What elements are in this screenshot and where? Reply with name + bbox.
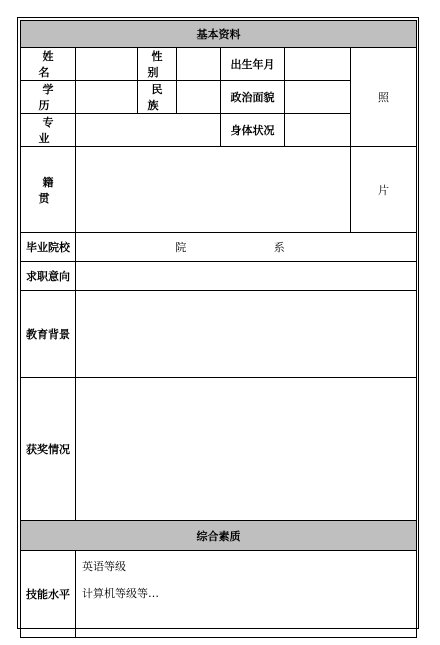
skills-item-computer: 计算机等级等…: [82, 587, 159, 600]
field-job-intent[interactable]: [76, 262, 417, 291]
field-health[interactable]: [285, 114, 351, 147]
field-ethnicity[interactable]: [177, 81, 221, 114]
label-native-place: 籍 贯: [21, 147, 76, 233]
label-major: 专 业: [21, 114, 76, 147]
photo-label-1: 照: [378, 91, 390, 104]
school-college-label: 院: [175, 241, 187, 254]
label-school: 毕业院校: [21, 233, 76, 262]
label-name: 姓 名: [21, 48, 76, 81]
field-political[interactable]: [285, 81, 351, 114]
resume-table: [20, 20, 417, 638]
field-birth[interactable]: [285, 48, 351, 81]
label-skills: 技能水平: [21, 551, 76, 638]
photo-cell-top[interactable]: [351, 48, 417, 147]
label-birth: 出生年月: [221, 48, 285, 81]
label-awards: 获奖情况: [21, 378, 76, 521]
label-ethnicity: 民 族: [138, 81, 177, 114]
field-gender[interactable]: [177, 48, 221, 81]
label-gender: 性 别: [138, 48, 177, 81]
label-political: 政治面貌: [221, 81, 285, 114]
field-edu-background[interactable]: [76, 291, 417, 378]
field-awards[interactable]: [76, 378, 417, 521]
school-department-label: 系: [273, 241, 285, 254]
field-education[interactable]: [76, 81, 138, 114]
skills-item-english: 英语等级: [82, 560, 126, 573]
label-edu-background: 教育背景: [21, 291, 76, 378]
field-school[interactable]: [76, 233, 417, 262]
label-health: 身体状况: [221, 114, 285, 147]
label-job-intent: 求职意向: [21, 262, 76, 291]
field-name[interactable]: [76, 48, 138, 81]
field-skills[interactable]: [76, 551, 417, 638]
section-header-overall: 综合素质: [21, 521, 417, 551]
field-native-place[interactable]: [76, 147, 351, 233]
photo-cell-bottom[interactable]: [351, 147, 417, 233]
field-major[interactable]: [76, 114, 221, 147]
photo-label-2: 片: [378, 183, 390, 197]
section-header-basic: 基本资料: [21, 21, 417, 48]
label-education: 学 历: [21, 81, 76, 114]
